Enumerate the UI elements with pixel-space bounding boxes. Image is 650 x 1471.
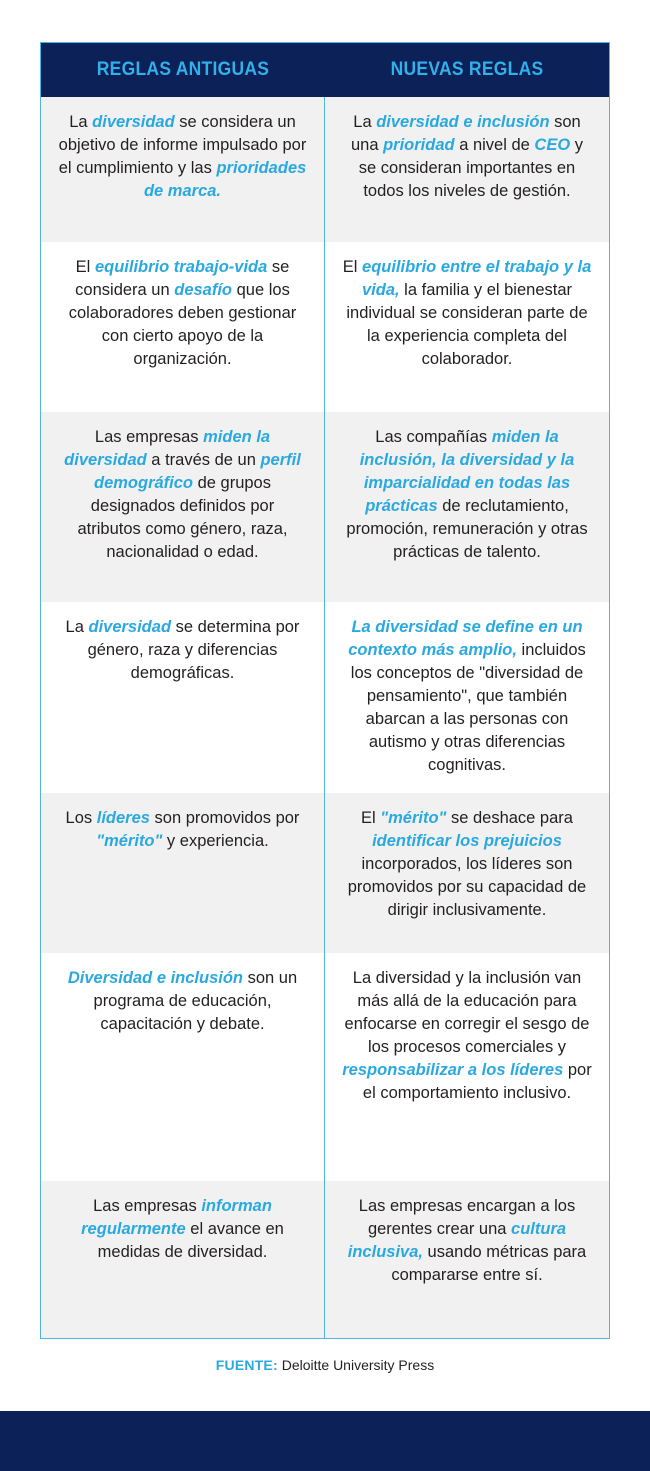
- table-row: [41, 97, 609, 242]
- cell-old-rule: La diversidad se determina por género, raza y diferencias demográficas.: [41, 602, 325, 793]
- table-row: [41, 793, 609, 953]
- table-row: [41, 1181, 609, 1338]
- cell-new-rule: Las empresas encargan a los gerentes crear una cultura inclusiva, usando métricas para compararse entre sí.: [325, 1181, 609, 1338]
- cell-new-rule: Las compañías miden la inclusión, la diversidad y la imparcialidad en todas las prácticas de reclutamiento, promoción, remuneración y otras prácticas de talento.: [325, 412, 609, 602]
- cell-new-rule: El equilibrio entre el trabajo y la vida, la familia y el bienestar individual se consideran parte de la experiencia completa del colaborador.: [325, 242, 609, 412]
- table-body: [41, 97, 609, 1338]
- table-row: [41, 242, 609, 412]
- cell-old-rule: Las empresas miden la diversidad a través de un perfil demográfico de grupos designados definidos por atributos como género, raza, nacionalidad o edad.: [41, 412, 325, 602]
- source-label: FUENTE:: [215, 1357, 278, 1373]
- cell-new-rule: La diversidad se define en un contexto más amplio, incluidos los conceptos de "diversidad de pensamiento", que también abarcan a las personas con autismo y otras diferencias cognitivas.: [325, 602, 609, 793]
- source-value: Deloitte University Press: [277, 1357, 435, 1373]
- bottom-navy-bar: [0, 1411, 650, 1471]
- column-header-new-rules: NUEVAS REGLAS: [390, 59, 544, 80]
- cell-new-rule: La diversidad y la inclusión van más allá de la educación para enfocarse en corregir el sesgo de los procesos comerciales y responsabilizar a los líderes por el comportamiento inclusivo.: [325, 953, 609, 1181]
- cell-old-rule: La diversidad se considera un objetivo de informe impulsado por el cumplimiento y las prioridades de marca.: [41, 97, 325, 242]
- table-row: [41, 953, 609, 1181]
- comparison-table: [40, 42, 610, 1339]
- table-header-row: [41, 43, 609, 97]
- source-line: [0, 1357, 650, 1373]
- cell-old-rule: El equilibrio trabajo-vida se considera un desafío que los colaboradores deben gestionar con cierto apoyo de la organización.: [41, 242, 325, 412]
- cell-old-rule: Los líderes son promovidos por "mérito" y experiencia.: [41, 793, 325, 953]
- cell-old-rule: Diversidad e inclusión son un programa de educación, capacitación y debate.: [41, 953, 325, 1181]
- table-row: [41, 412, 609, 602]
- table-row: [41, 602, 609, 793]
- cell-new-rule: El "mérito" se deshace para identificar los prejuicios incorporados, los líderes son promovidos por su capacidad de dirigir inclusivamente.: [325, 793, 609, 953]
- column-header-old-rules: REGLAS ANTIGUAS: [96, 59, 270, 80]
- cell-old-rule: Las empresas informan regularmente el avance en medidas de diversidad.: [41, 1181, 325, 1338]
- cell-new-rule: La diversidad e inclusión son una prioridad a nivel de CEO y se consideran importantes en todos los niveles de gestión.: [325, 97, 609, 242]
